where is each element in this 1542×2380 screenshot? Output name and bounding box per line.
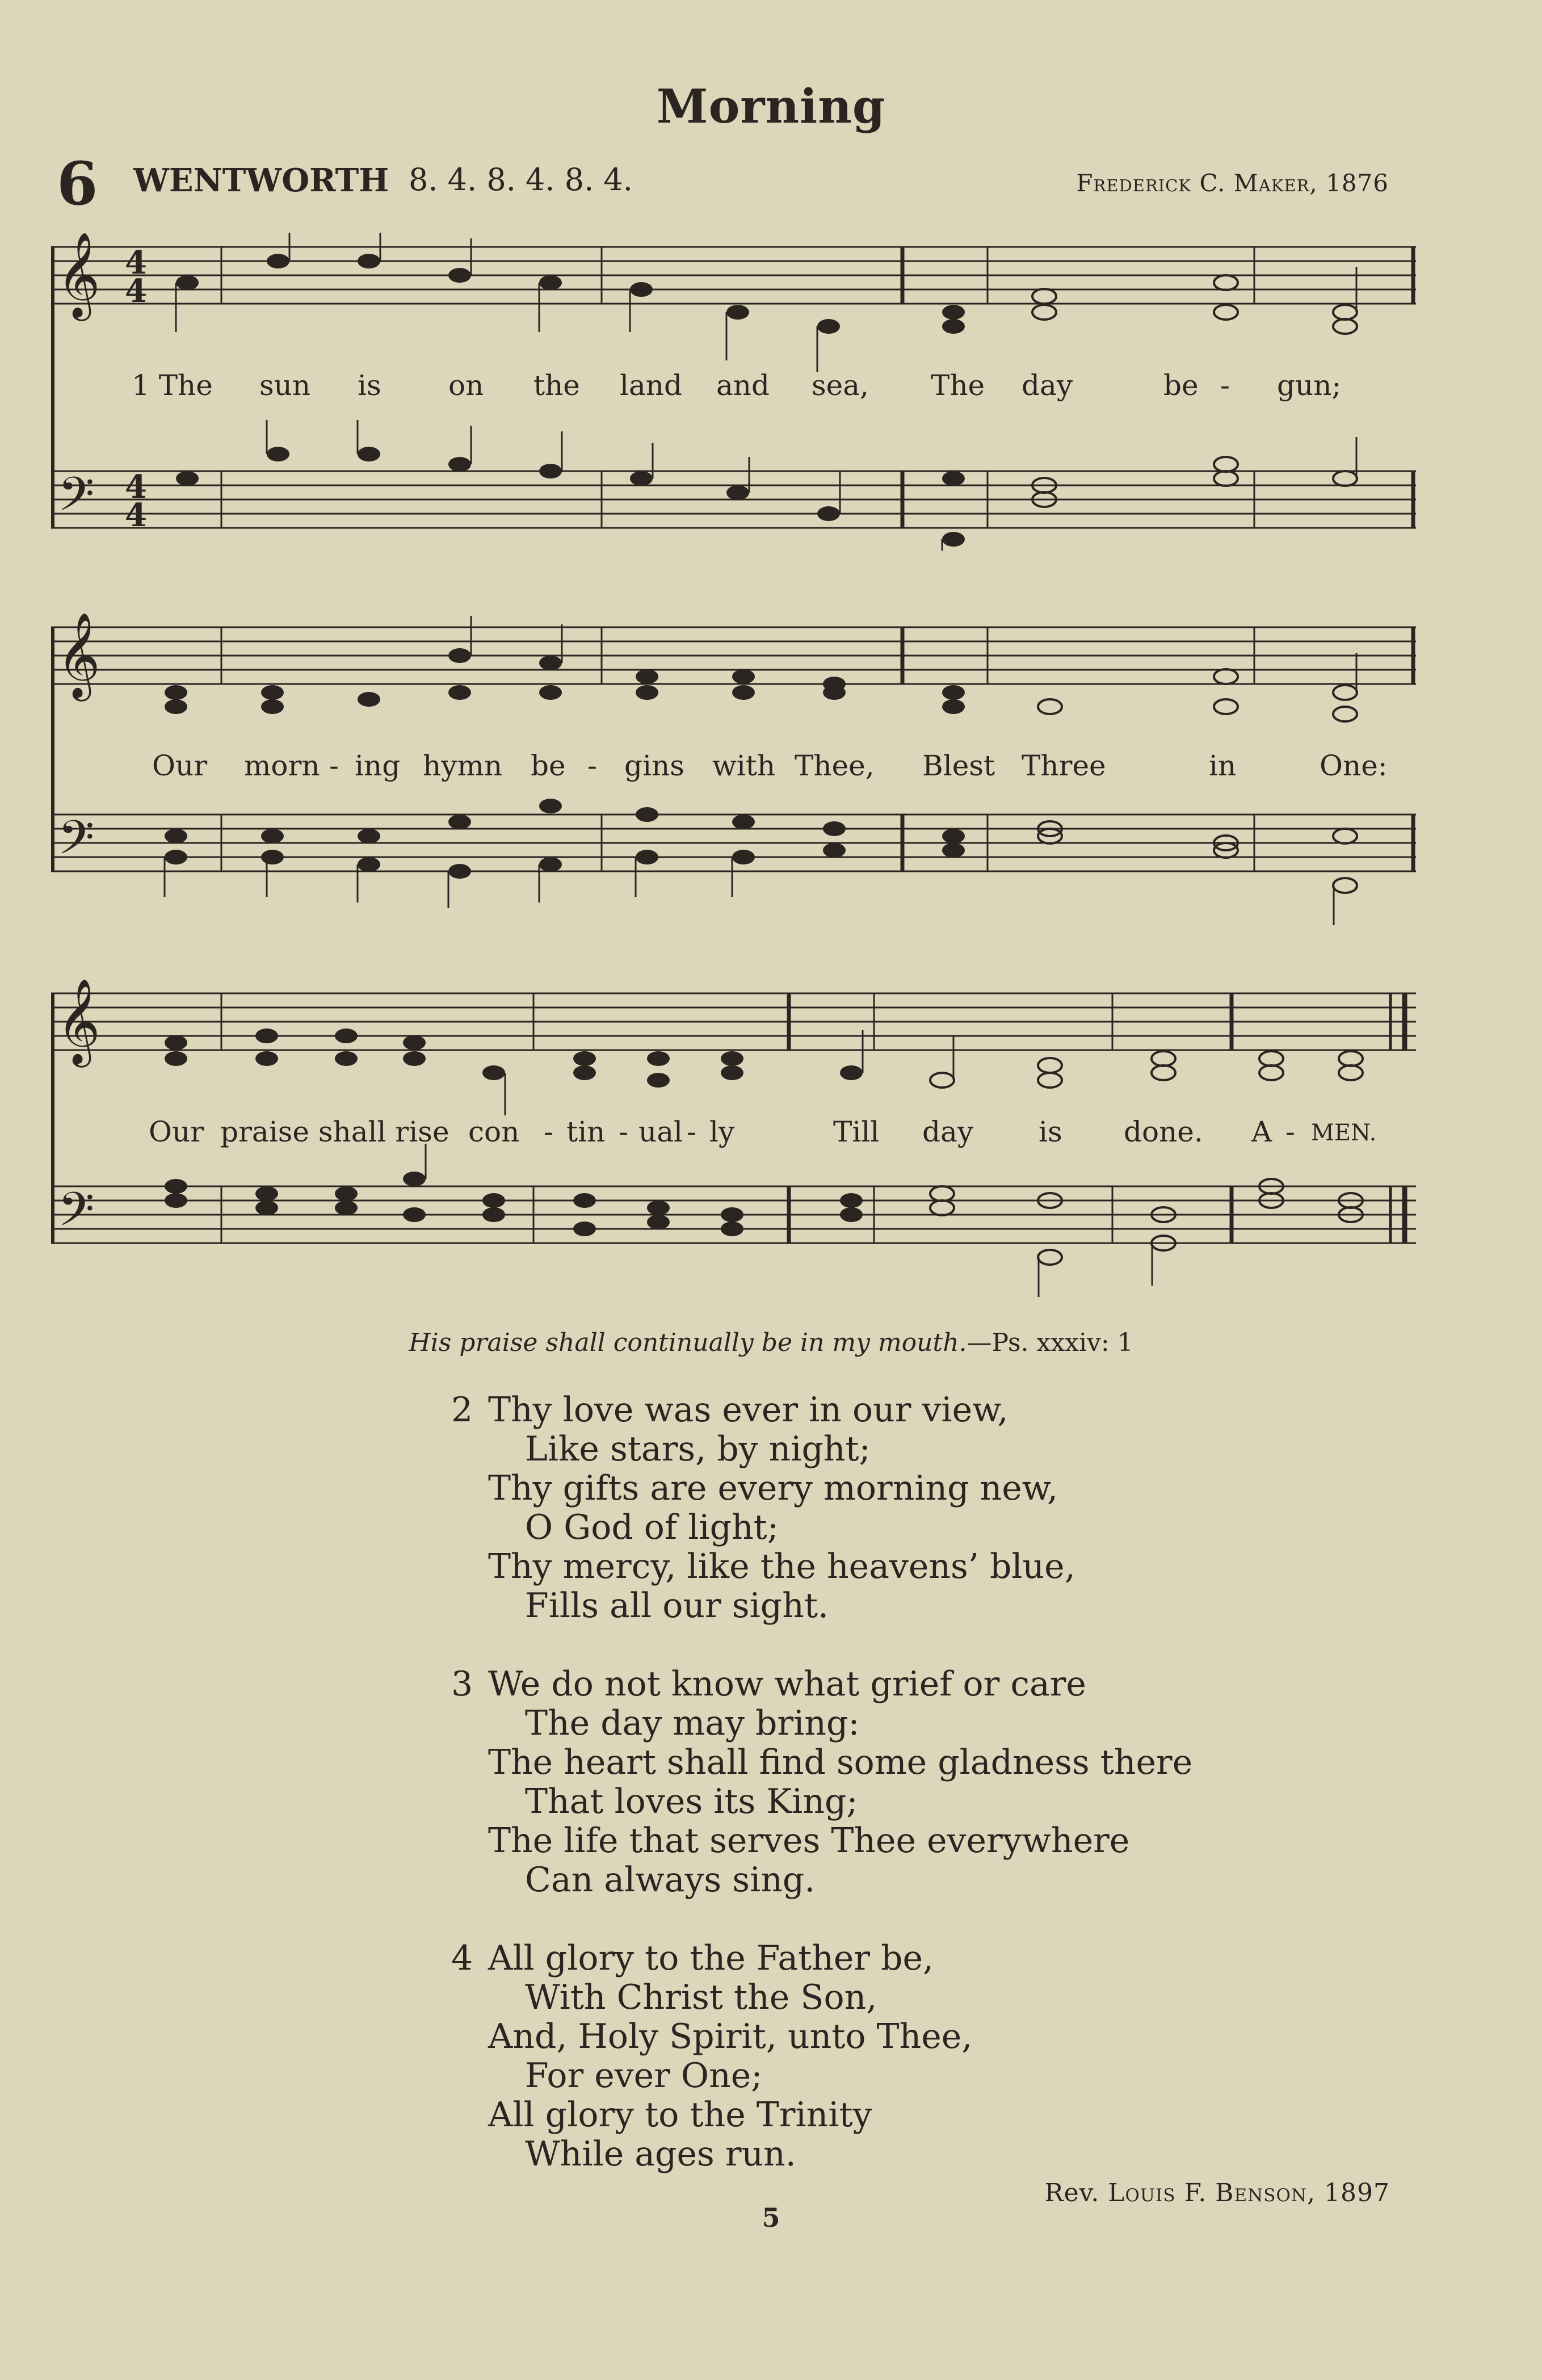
verse-line: That loves its King; — [525, 1782, 858, 1821]
lyric: ing — [355, 749, 401, 782]
lyric: with — [712, 749, 776, 782]
lyric: Blest — [922, 749, 995, 782]
verse-line: The heart shall find some gladness there — [488, 1743, 1193, 1782]
music-system-1 — [51, 233, 1416, 551]
verse-line: The day may bring: — [525, 1703, 860, 1743]
page-number: 5 — [762, 2202, 780, 2233]
lyric: praise shall rise — [220, 1115, 449, 1148]
lyric: con — [468, 1115, 520, 1148]
lyric: day — [1022, 369, 1073, 402]
lyric: Our — [152, 749, 208, 782]
hymn-number: 6 — [57, 149, 98, 219]
lyric: day — [922, 1115, 974, 1148]
stanza-2 — [451, 1391, 1192, 1626]
lyric: gins — [624, 749, 684, 782]
stanza-number: 4 — [451, 1938, 473, 1978]
verse-line: The life that serves Thee everywhere — [488, 1821, 1130, 1861]
verse-line: With Christ the Son, — [525, 1978, 877, 2017]
lyric: - — [329, 749, 339, 782]
verse-line: O God of light; — [525, 1508, 779, 1547]
svg-text:𝄞: 𝄞 — [57, 233, 100, 317]
verse-line: While ages run. — [525, 2134, 796, 2174]
verse-line: For ever One; — [525, 2056, 763, 2096]
svg-text:4: 4 — [125, 272, 147, 310]
lyric: sun — [259, 369, 311, 402]
lyric: be — [1163, 369, 1199, 402]
lyric: hymn — [423, 749, 503, 782]
lyric: in — [1209, 749, 1237, 782]
tune-name: WENTWORTH — [133, 162, 389, 199]
lyric: A — [1251, 1115, 1272, 1148]
stanza-number: 3 — [451, 1664, 473, 1704]
svg-text:𝄞: 𝄞 — [57, 613, 100, 698]
music-system-2 — [51, 613, 1416, 931]
lyric: Thee, — [795, 749, 875, 782]
scripture-reference: —Ps. xxxiv: 1 — [967, 1328, 1133, 1357]
music-system-3 — [51, 979, 1416, 1297]
lyric: - — [619, 1115, 628, 1148]
author-name: Louis F. Benson — [1108, 2178, 1308, 2207]
verse-line: And, Holy Spirit, unto Thee, — [488, 2017, 973, 2056]
verse-line: Can always sing. — [525, 1860, 816, 1900]
lyric: ly — [709, 1115, 735, 1148]
scripture-text: His praise shall continually be in my mouth. — [409, 1328, 967, 1357]
lyric: tin — [566, 1115, 606, 1148]
author-prefix: Rev. — [1044, 2178, 1108, 2207]
svg-text:𝄢: 𝄢 — [58, 467, 95, 533]
lyric: The — [931, 369, 985, 402]
meter: 8. 4. 8. 4. 8. 4. — [409, 162, 633, 198]
lyric: gun; — [1277, 369, 1342, 402]
svg-text:4: 4 — [125, 244, 147, 282]
stanza-3 — [451, 1665, 1192, 1900]
lyric: MEN. — [1311, 1120, 1377, 1146]
verse-line: Thy mercy, like the heavens’ blue, — [488, 1547, 1075, 1586]
svg-text:𝄢: 𝄢 — [58, 810, 95, 876]
verse-line: We do not know what grief or care — [488, 1664, 1086, 1704]
svg-text:4: 4 — [125, 468, 147, 506]
lyric: - — [544, 1115, 553, 1148]
lyric: One: — [1320, 749, 1388, 782]
lyric: and — [716, 369, 770, 402]
verse-line: All glory to the Father be, — [488, 1938, 934, 1978]
lyric: on — [448, 369, 484, 402]
lyric: morn — [244, 749, 320, 782]
svg-text:𝄞: 𝄞 — [57, 979, 100, 1064]
lyric: is — [1039, 1115, 1062, 1148]
section-title: Morning — [656, 79, 886, 134]
lyric: ual — [638, 1115, 683, 1148]
composer: Frederick C. Maker, 1876 — [1076, 169, 1389, 197]
lyric: 1 The — [132, 369, 213, 402]
lyric: Till — [833, 1115, 880, 1148]
lyric: land — [620, 369, 683, 402]
verse-line: All glory to the Trinity — [488, 2095, 872, 2135]
lyric: done. — [1124, 1115, 1203, 1148]
svg-text:4: 4 — [125, 497, 147, 534]
lyric: Three — [1022, 749, 1106, 782]
verses — [451, 1391, 1192, 2213]
scripture-quote — [0, 1328, 1542, 1357]
author-year: , 1897 — [1307, 2178, 1390, 2207]
lyric: Our — [149, 1115, 204, 1148]
lyric: - — [1285, 1115, 1295, 1148]
lyric: is — [358, 369, 381, 402]
verse-line: Like stars, by night; — [525, 1429, 871, 1469]
verse-line: Thy love was ever in our view, — [488, 1390, 1009, 1430]
lyric: - — [687, 1115, 696, 1148]
lyric: - — [1220, 369, 1230, 402]
svg-text:𝄢: 𝄢 — [58, 1182, 95, 1248]
verse-line: Thy gifts are every morning new, — [488, 1468, 1058, 1508]
lyric: sea, — [812, 369, 869, 402]
verse-line: Fills all our sight. — [525, 1586, 829, 1626]
stanza-number: 2 — [451, 1390, 473, 1430]
lyric: - — [587, 749, 597, 782]
stanza-4 — [451, 1939, 1192, 2174]
lyric: the — [533, 369, 580, 402]
lyric: be — [531, 749, 566, 782]
